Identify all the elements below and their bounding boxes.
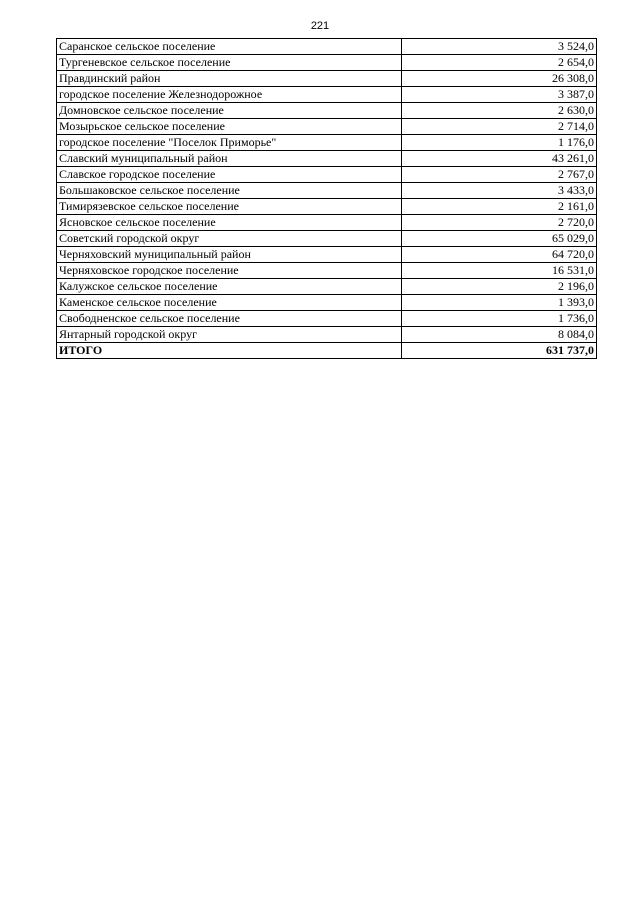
total-label: ИТОГО (57, 343, 402, 359)
table-row (57, 247, 597, 263)
amount-value: 2 161,0 (402, 199, 597, 215)
amount-value: 64 720,0 (402, 247, 597, 263)
municipality-name: Черняховское городское поселение (57, 263, 402, 279)
municipality-name: Саранское сельское поселение (57, 39, 402, 55)
municipality-name: Советский городской округ (57, 231, 402, 247)
amount-value: 2 720,0 (402, 215, 597, 231)
table-row (57, 295, 597, 311)
table-row (57, 119, 597, 135)
table-row (57, 55, 597, 71)
table-row (57, 199, 597, 215)
table-row (57, 183, 597, 199)
amount-value: 2 714,0 (402, 119, 597, 135)
municipality-name: Тургеневское сельское поселение (57, 55, 402, 71)
municipality-name: Славское городское поселение (57, 167, 402, 183)
table-row (57, 103, 597, 119)
total-row (57, 343, 597, 359)
table-row (57, 39, 597, 55)
amount-value: 1 176,0 (402, 135, 597, 151)
table-row (57, 327, 597, 343)
table-row (57, 167, 597, 183)
allocation-table (56, 38, 597, 359)
table-row (57, 311, 597, 327)
table-row (57, 71, 597, 87)
municipality-name: Большаковское сельское поселение (57, 183, 402, 199)
amount-value: 43 261,0 (402, 151, 597, 167)
amount-value: 2 654,0 (402, 55, 597, 71)
municipality-name: Славский муниципальный район (57, 151, 402, 167)
municipality-name: Правдинский район (57, 71, 402, 87)
table-row (57, 263, 597, 279)
municipality-name: Янтарный городской округ (57, 327, 402, 343)
total-value: 631 737,0 (402, 343, 597, 359)
amount-value: 65 029,0 (402, 231, 597, 247)
amount-value: 16 531,0 (402, 263, 597, 279)
amount-value: 1 736,0 (402, 311, 597, 327)
table-row (57, 135, 597, 151)
table-row (57, 87, 597, 103)
municipality-name: Черняховский муниципальный район (57, 247, 402, 263)
amount-value: 3 387,0 (402, 87, 597, 103)
amount-value: 2 767,0 (402, 167, 597, 183)
table-body (57, 39, 597, 359)
amount-value: 2 630,0 (402, 103, 597, 119)
table-row (57, 151, 597, 167)
table-row (57, 231, 597, 247)
municipality-name: Домновское сельское поселение (57, 103, 402, 119)
amount-value: 8 084,0 (402, 327, 597, 343)
municipality-name: Ясновское сельское поселение (57, 215, 402, 231)
municipality-name: городское поселение Железнодорожное (57, 87, 402, 103)
municipality-name: Калужское сельское поселение (57, 279, 402, 295)
municipality-name: Каменское сельское поселение (57, 295, 402, 311)
amount-value: 1 393,0 (402, 295, 597, 311)
municipality-name: Свободненское сельское поселение (57, 311, 402, 327)
municipality-name: Тимирязевское сельское поселение (57, 199, 402, 215)
table-row (57, 215, 597, 231)
amount-value: 26 308,0 (402, 71, 597, 87)
table-row (57, 279, 597, 295)
municipality-name: городское поселение "Поселок Приморье" (57, 135, 402, 151)
municipality-name: Мозырьское сельское поселение (57, 119, 402, 135)
amount-value: 3 433,0 (402, 183, 597, 199)
page-number: 221 (310, 20, 330, 32)
amount-value: 2 196,0 (402, 279, 597, 295)
amount-value: 3 524,0 (402, 39, 597, 55)
